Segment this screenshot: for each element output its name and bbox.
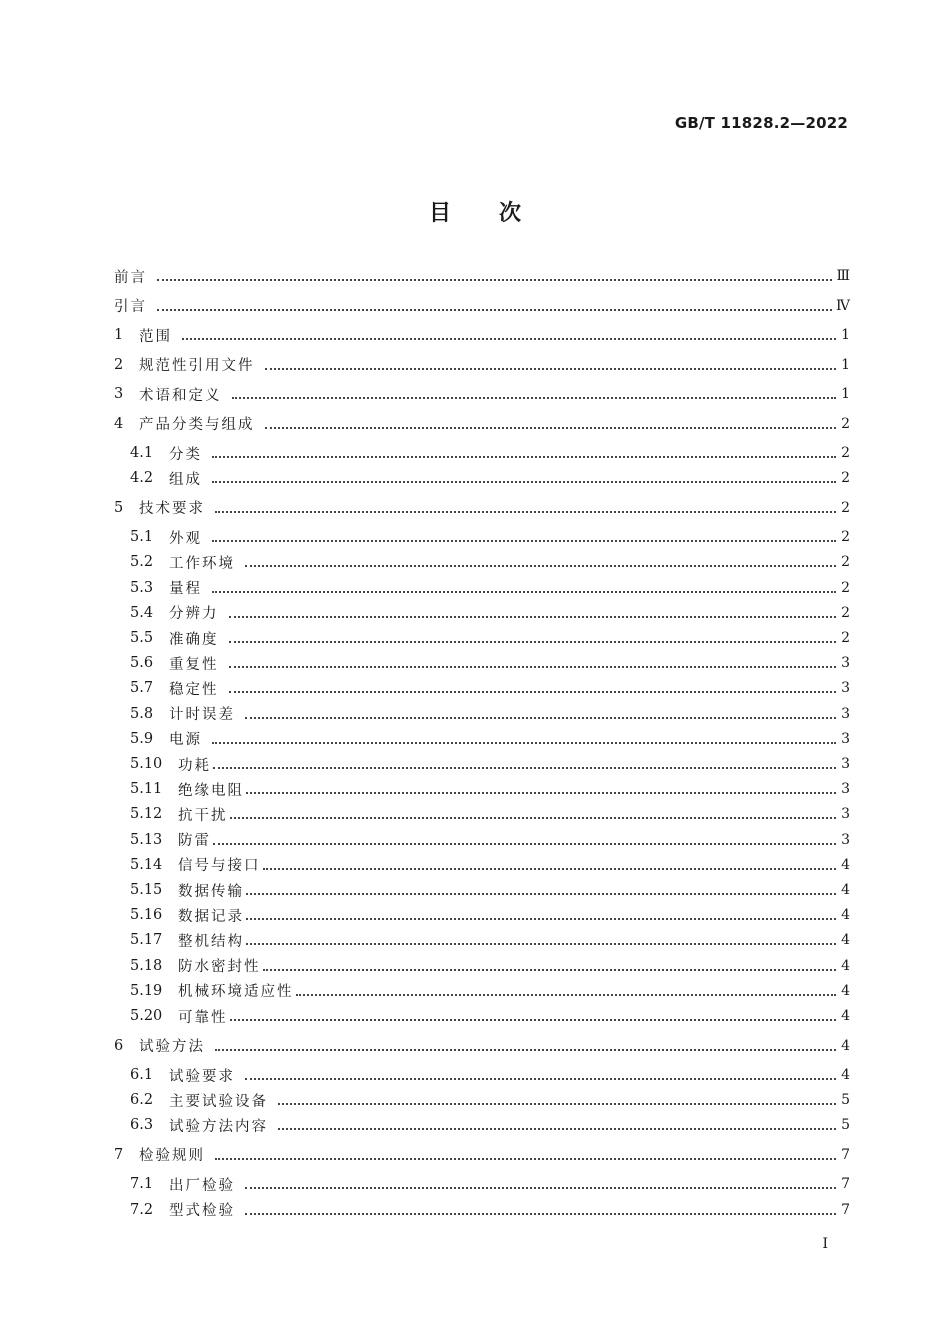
toc-entry-page: 2 xyxy=(841,499,850,516)
toc-entry-page: 4 xyxy=(841,907,850,924)
toc-entry-number: 5.15 xyxy=(130,882,163,898)
toc-entry-page: 3 xyxy=(841,831,850,848)
toc-entry-label: 型式检验 xyxy=(169,1203,235,1220)
toc-leader-dots xyxy=(213,767,836,769)
toc-leader-dots xyxy=(229,616,837,618)
toc-entry-number: 4.2 xyxy=(130,470,154,487)
toc-entry[interactable] xyxy=(130,978,850,1004)
toc-leader-dots xyxy=(265,368,837,370)
toc-entry-number: 5.17 xyxy=(130,932,163,949)
toc-entry-page: 3 xyxy=(841,756,850,772)
toc-entry-page: 2 xyxy=(841,529,850,546)
document-code: GB/T 11828.2—2022 xyxy=(674,114,848,132)
toc-entry-label: 功耗 xyxy=(178,757,211,774)
toc-leader-dots xyxy=(230,817,837,819)
toc-entry[interactable] xyxy=(130,776,850,802)
toc-entry-page: 1 xyxy=(841,356,850,373)
toc-leader-dots xyxy=(229,666,837,668)
toc-entry-number: 5.7 xyxy=(130,680,154,697)
toc-leader-dots xyxy=(230,1019,837,1021)
toc-entry-label: 整机结构 xyxy=(178,933,244,950)
toc-leader-dots xyxy=(263,969,837,971)
toc-entry-number: 4 xyxy=(114,415,124,432)
toc-entry-number: 5 xyxy=(114,499,124,516)
toc-entry-number: 5.16 xyxy=(130,907,163,924)
toc-title xyxy=(0,196,950,227)
toc-entry-page: 4 xyxy=(841,932,850,949)
toc-leader-dots xyxy=(245,717,836,719)
toc-entry-number: 5.10 xyxy=(130,756,163,772)
toc-entry-page: 5 xyxy=(841,1117,850,1134)
toc-entry-page: 4 xyxy=(841,882,850,898)
toc-entry-label: 防水密封性 xyxy=(178,959,261,976)
toc-entry-number: 6 xyxy=(114,1037,124,1054)
toc-leader-dots xyxy=(212,591,836,593)
toc-entry-number: 6.1 xyxy=(130,1067,154,1083)
toc-entry-page: 2 xyxy=(841,415,850,432)
toc-entry-label: 防雷 xyxy=(178,833,211,850)
toc-entry[interactable] xyxy=(114,411,850,437)
toc-entry-number: 7 xyxy=(114,1146,124,1163)
toc-entry-page: 2 xyxy=(841,470,850,487)
toc-entry[interactable] xyxy=(130,1062,850,1088)
toc-entry-number: 5.19 xyxy=(130,982,163,999)
toc-entry-page: 2 xyxy=(841,554,850,571)
page-folio: Ⅰ xyxy=(822,1236,828,1252)
toc-entry-page: 4 xyxy=(841,957,850,974)
toc-entry[interactable] xyxy=(130,575,850,601)
toc-entry[interactable] xyxy=(114,293,850,319)
toc-entry[interactable] xyxy=(114,381,850,407)
toc-entry-page: 3 xyxy=(841,655,850,672)
toc-entry-page: 2 xyxy=(841,579,850,596)
toc-entry-page: 2 xyxy=(841,630,850,646)
toc-leader-dots xyxy=(212,456,836,458)
toc-entry-number: 5.20 xyxy=(130,1008,163,1024)
toc-entry[interactable] xyxy=(130,827,850,853)
toc-entry[interactable] xyxy=(114,1033,850,1059)
toc-entry-label: 组成 xyxy=(169,471,202,488)
toc-entry[interactable] xyxy=(114,495,850,521)
toc-entry-label: 引言 xyxy=(114,299,147,315)
toc-entry-number: 2 xyxy=(114,356,124,373)
toc-entry-page: Ⅲ xyxy=(836,268,850,284)
toc-entry[interactable] xyxy=(130,650,850,676)
toc-entry-page: 3 xyxy=(841,806,850,823)
toc-entry-number: 5.8 xyxy=(130,705,154,722)
toc-entry[interactable] xyxy=(130,524,850,550)
toc-entry-label: 绝缘电阻 xyxy=(178,782,244,799)
toc-entry-page: Ⅳ xyxy=(836,297,850,314)
toc-entry-number: 5.5 xyxy=(130,630,154,646)
toc-entry[interactable] xyxy=(130,1087,850,1113)
toc-entry-number: 5.12 xyxy=(130,806,163,823)
toc-entry-number: 5.6 xyxy=(130,655,154,672)
toc-leader-dots xyxy=(246,792,836,794)
toc-leader-dots xyxy=(157,279,832,281)
toc-leader-dots xyxy=(182,338,836,340)
toc-leader-dots xyxy=(263,868,837,870)
toc-entry-number: 5.4 xyxy=(130,604,154,621)
toc-entry[interactable] xyxy=(130,440,850,466)
toc-entry[interactable] xyxy=(130,1003,850,1029)
toc-entry-number: 5.9 xyxy=(130,730,154,747)
toc-entry-label: 技术要求 xyxy=(139,501,205,518)
toc-entry[interactable] xyxy=(130,701,850,727)
toc-leader-dots xyxy=(246,918,836,920)
toc-entry[interactable] xyxy=(130,877,850,903)
toc-entry[interactable] xyxy=(130,726,850,752)
toc-entry[interactable] xyxy=(130,675,850,701)
toc-leader-dots xyxy=(229,691,837,693)
toc-entry-number: 7.1 xyxy=(130,1176,154,1193)
toc-leader-dots xyxy=(245,1213,836,1215)
toc-leader-dots xyxy=(157,309,832,311)
toc-leader-dots xyxy=(212,481,836,483)
toc-entry-page: 4 xyxy=(841,1037,850,1054)
toc-entry-number: 1 xyxy=(114,327,124,343)
toc-leader-dots xyxy=(212,742,836,744)
toc-entry-page: 2 xyxy=(841,445,850,461)
toc-entry[interactable] xyxy=(130,549,850,575)
toc-entry-number: 6.3 xyxy=(130,1117,154,1134)
toc-entry-page: 3 xyxy=(841,705,850,722)
toc-entry[interactable] xyxy=(130,902,850,928)
toc-entry-label: 数据传输 xyxy=(178,883,244,900)
toc-entry-label: 数据记录 xyxy=(178,908,244,925)
toc-entry-label: 量程 xyxy=(169,581,202,598)
toc-leader-dots xyxy=(215,511,836,513)
toc-entry-label: 分类 xyxy=(169,446,202,463)
toc-entry-number: 5.14 xyxy=(130,856,163,873)
toc-entry-number: 5.18 xyxy=(130,957,163,974)
toc-entry-number: 5.2 xyxy=(130,554,154,571)
toc-entry-number: 3 xyxy=(114,386,124,402)
toc-entry-page: 1 xyxy=(841,327,850,343)
toc-leader-dots xyxy=(245,1187,836,1189)
toc-entry[interactable] xyxy=(130,465,850,491)
toc-entry-label: 范围 xyxy=(139,328,172,345)
toc-title-char-1: 目 xyxy=(428,201,451,226)
toc-entry-page: 5 xyxy=(841,1092,850,1109)
toc-leader-dots xyxy=(215,1049,836,1051)
toc-entry-page: 4 xyxy=(841,982,850,999)
toc-entry-label: 产品分类与组成 xyxy=(139,417,255,433)
toc-entry-page: 7 xyxy=(841,1176,850,1193)
toc-entry-page: 7 xyxy=(841,1201,850,1218)
toc-entry-label: 规范性引用文件 xyxy=(139,358,255,374)
toc-entry-label: 准确度 xyxy=(169,631,219,648)
toc-entry-label: 主要试验设备 xyxy=(169,1093,268,1110)
toc-leader-dots xyxy=(246,943,836,945)
toc-title-char-2: 次 xyxy=(499,201,522,226)
toc-entry-label: 前言 xyxy=(114,269,147,286)
toc-entry-number: 5.1 xyxy=(130,529,154,546)
toc-entry-number: 7.2 xyxy=(130,1201,154,1218)
toc-entry-number: 5.3 xyxy=(130,579,154,596)
toc-leader-dots xyxy=(212,540,836,542)
toc-entry-label: 试验要求 xyxy=(169,1068,235,1085)
toc-leader-dots xyxy=(215,1158,836,1160)
toc-entry[interactable] xyxy=(114,352,850,378)
toc-entry[interactable] xyxy=(130,625,850,651)
toc-leader-dots xyxy=(278,1103,836,1105)
toc-entry-label: 重复性 xyxy=(169,656,219,673)
toc-entry-label: 稳定性 xyxy=(169,681,219,698)
toc-entry[interactable] xyxy=(130,801,850,827)
toc-entry-number: 6.2 xyxy=(130,1092,154,1109)
toc-entry-number: 5.11 xyxy=(130,781,163,798)
toc-entry-label: 试验方法 xyxy=(139,1039,205,1055)
toc-entry-page: 7 xyxy=(841,1146,850,1163)
toc-leader-dots xyxy=(278,1128,836,1130)
toc-entry[interactable] xyxy=(130,927,850,953)
toc-entry-label: 机械环境适应性 xyxy=(178,984,294,1001)
toc-entry[interactable] xyxy=(130,600,850,626)
toc-leader-dots xyxy=(265,427,837,429)
toc-entry-label: 检验规则 xyxy=(139,1148,205,1165)
toc-entry-page: 3 xyxy=(841,730,850,747)
toc-entry[interactable] xyxy=(130,1112,850,1138)
toc-entry-number: 4.1 xyxy=(130,445,154,461)
toc-entry-page: 3 xyxy=(841,781,850,798)
toc-entry-label: 外观 xyxy=(169,530,202,547)
toc-entry-label: 术语和定义 xyxy=(139,387,222,404)
toc-entry-label: 信号与接口 xyxy=(178,858,261,875)
toc-entry[interactable] xyxy=(130,852,850,878)
toc-entry-number: 5.13 xyxy=(130,831,163,848)
toc-entry-label: 电源 xyxy=(169,732,202,749)
toc-entry-page: 2 xyxy=(841,604,850,621)
toc-leader-dots xyxy=(296,994,837,996)
toc-entry-page: 1 xyxy=(841,386,850,402)
toc-leader-dots xyxy=(232,397,837,399)
toc-entry-label: 计时误差 xyxy=(169,707,235,724)
toc-leader-dots xyxy=(229,641,837,643)
toc-leader-dots xyxy=(245,1078,836,1080)
toc-leader-dots xyxy=(245,565,836,567)
toc-entry-page: 4 xyxy=(841,856,850,873)
toc-entry-page: 3 xyxy=(841,680,850,697)
toc-entry[interactable] xyxy=(114,1142,850,1168)
toc-entry-label: 试验方法内容 xyxy=(169,1118,268,1135)
toc-entry[interactable] xyxy=(114,263,850,289)
toc-entry[interactable] xyxy=(130,953,850,979)
toc-entry-label: 可靠性 xyxy=(178,1009,228,1026)
toc-entry-label: 分辨力 xyxy=(169,606,219,623)
toc-entry[interactable] xyxy=(114,322,850,348)
toc-entry-page: 4 xyxy=(841,1008,850,1024)
toc-leader-dots xyxy=(246,893,836,895)
toc-entry-label: 工作环境 xyxy=(169,555,235,572)
toc-entry-label: 出厂检验 xyxy=(169,1177,235,1194)
toc-leader-dots xyxy=(213,843,836,845)
toc-entry-page: 4 xyxy=(841,1067,850,1083)
toc-entry[interactable] xyxy=(130,1197,850,1223)
toc-entry[interactable] xyxy=(130,751,850,777)
toc-entry-label: 抗干扰 xyxy=(178,807,228,824)
toc-entry[interactable] xyxy=(130,1171,850,1197)
